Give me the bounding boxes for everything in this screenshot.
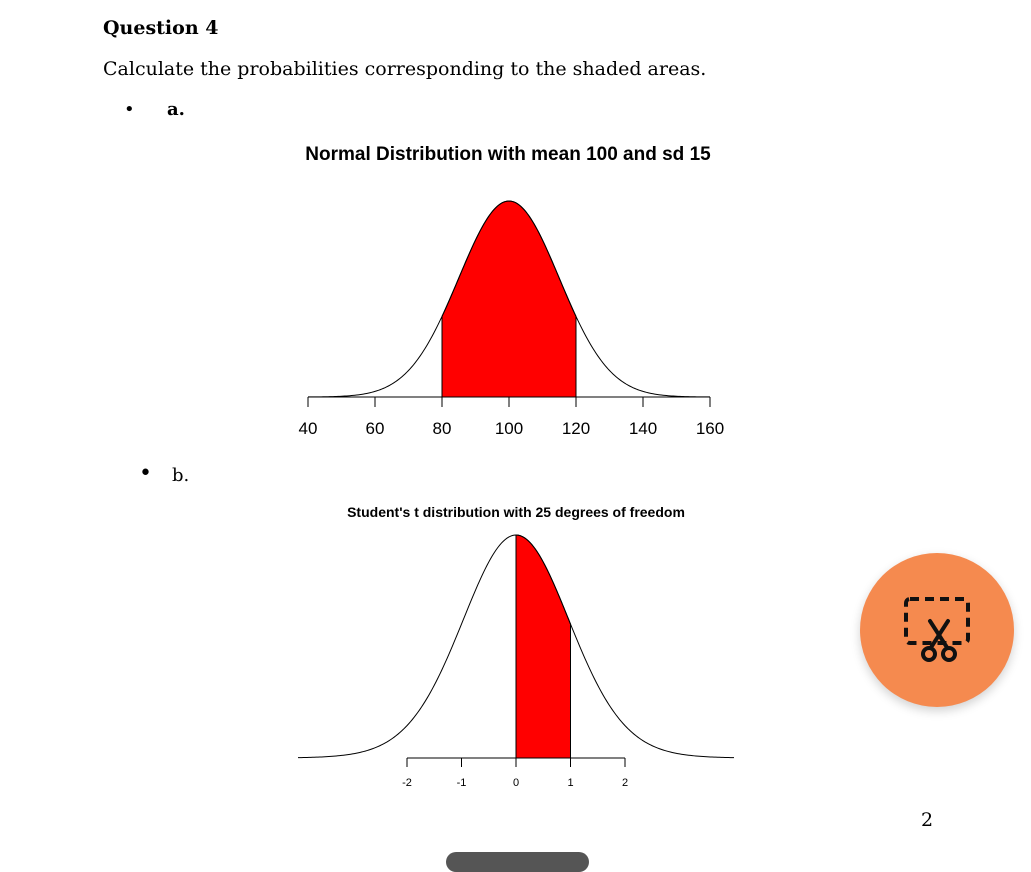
scroll-handle[interactable] — [446, 852, 589, 872]
x-tick-label: 140 — [628, 419, 658, 438]
x-tick-label: 60 — [365, 419, 385, 438]
screen-snip-button[interactable] — [860, 553, 1014, 707]
x-tick-label: -1 — [456, 777, 467, 789]
x-tick-label: 100 — [494, 419, 524, 438]
page-number: 2 — [921, 809, 934, 831]
question-instruction: Calculate the probabilities corresponding to the shaded areas. — [103, 58, 707, 80]
normal-distribution-chart — [250, 135, 770, 445]
question-heading: Question 4 — [103, 17, 219, 39]
chart-title: Normal Distribution with mean 100 and sd 15 — [305, 144, 711, 165]
x-tick-label: -2 — [402, 777, 412, 789]
shaded-area — [516, 535, 571, 758]
x-tick-label: 1 — [567, 777, 574, 789]
bullet-icon: • — [139, 461, 152, 486]
x-tick-label: 0 — [512, 777, 520, 789]
shaded-area — [442, 201, 576, 397]
x-tick-label: 120 — [561, 419, 591, 438]
item-b-label: b. — [172, 465, 190, 486]
x-tick-label: 160 — [695, 419, 725, 438]
x-tick-label: 80 — [432, 419, 452, 438]
item-a-label: a. — [167, 99, 185, 120]
t-distribution-chart — [290, 497, 750, 797]
x-tick-label: 40 — [298, 419, 318, 438]
bullet-icon: • — [124, 99, 135, 120]
scissors-snip-icon — [860, 553, 1014, 707]
chart-title: Student's t distribution with 25 degrees of freedom — [347, 504, 685, 520]
x-tick-label: 2 — [621, 777, 629, 789]
